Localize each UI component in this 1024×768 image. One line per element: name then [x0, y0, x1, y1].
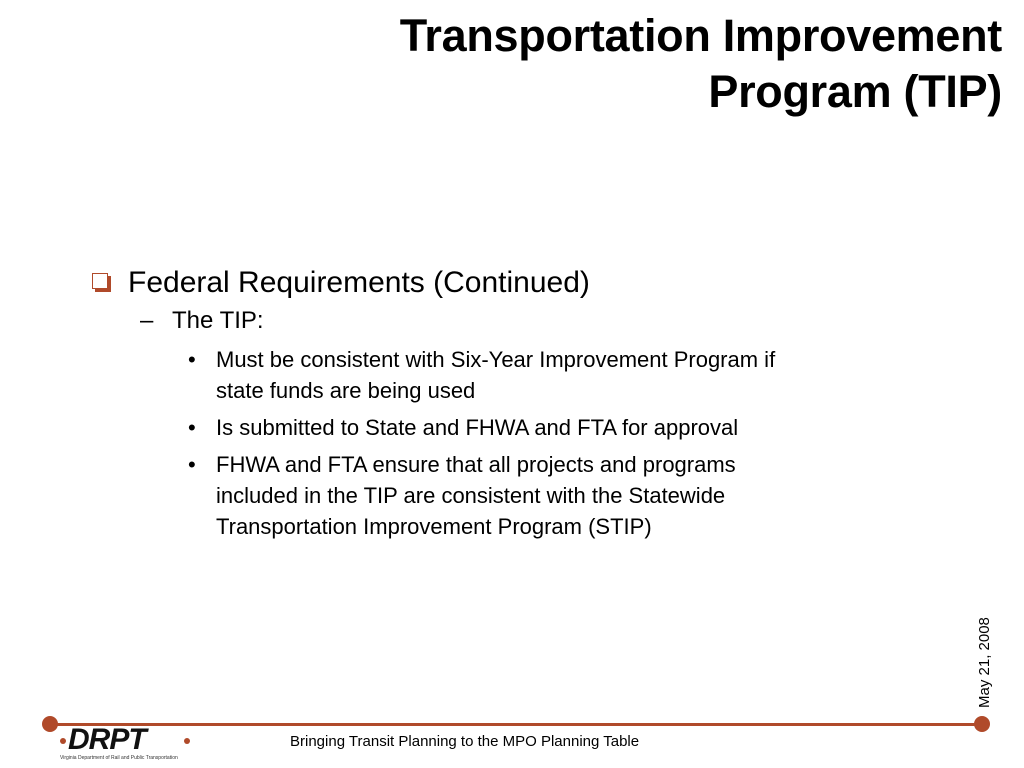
footer-dot-right — [974, 716, 990, 732]
bullet-text: Is submitted to State and FHWA and FTA for approval — [216, 415, 739, 440]
subheading-text: The TIP: — [172, 307, 264, 334]
slide-title — [182, 8, 1002, 120]
checkbox-square-icon — [92, 273, 108, 289]
title-line-1: Transportation Improvement — [399, 10, 1002, 61]
title-line-2: Program (TIP) — [708, 66, 1002, 117]
bullet-level-3 — [88, 344, 816, 406]
slide-date: May 21, 2008 — [976, 617, 993, 708]
drpt-logo — [58, 724, 194, 764]
footer-dot-left — [42, 716, 58, 732]
dash-bullet: – — [140, 307, 154, 334]
logo-dot-left — [60, 738, 66, 744]
slide-content — [88, 264, 948, 548]
logo-text: DRPT — [68, 723, 146, 756]
bullet-level-1 — [88, 264, 948, 302]
dot-bullet: • — [188, 415, 196, 440]
bullet-text: Must be consistent with Six-Year Improvement Program if state funds are being used — [216, 347, 776, 403]
footer-text: Bringing Transit Planning to the MPO Planning Table — [290, 733, 640, 750]
logo-subtitle: Virginia Department of Rail and Public Transportation — [60, 755, 178, 761]
dot-bullet: • — [188, 347, 196, 372]
bullet-text: FHWA and FTA ensure that all projects and programs included in the TIP are consistent with the Statewide Transportation Improvement Program (STIP) — [216, 452, 736, 539]
bullet-level-3 — [88, 449, 816, 542]
logo-dot-right — [184, 738, 190, 744]
bullet-level-3 — [88, 412, 816, 443]
dot-bullet: • — [188, 452, 196, 477]
bullet-level-2 — [88, 306, 948, 336]
heading-text: Federal Requirements (Continued) — [128, 266, 590, 299]
